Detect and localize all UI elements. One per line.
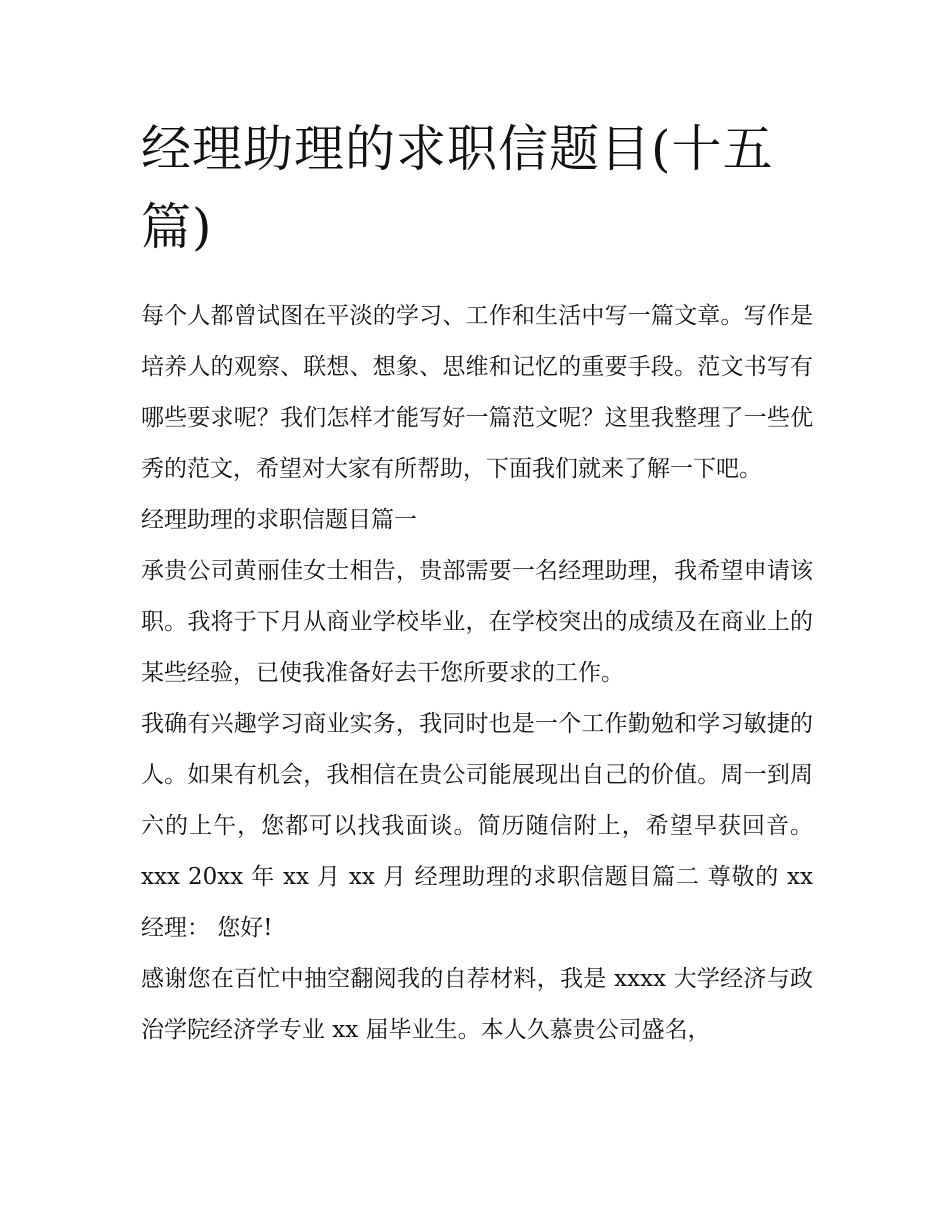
- body-paragraph: 我确有兴趣学习商业实务，我同时也是一个工作勤勉和学习敏捷的人。如果有机会，我相信在贵公司能展现出自己的价值。周一到周六的上午，您都可以找我面谈。简历随信附上，希望早获回音。 xxx 20xx 年 xx 月 xx 月 经理助理的求职信题目篇二 尊敬的 xx 经理： 您好!: [141, 711, 813, 941]
- document-page: [141, 110, 813, 1056]
- intro-paragraph: 每个人都曾试图在平淡的学习、工作和生活中写一篇文章。写作是培养人的观察、联想、想象、思维和记忆的重要手段。范文书写有哪些要求呢？我们怎样才能写好一篇范文呢？这里我整理了一些优秀的范文，希望对大家有所帮助，下面我们就来了解一下吧。: [141, 303, 813, 482]
- body-paragraph: 承贵公司黄丽佳女士相告，贵部需要一名经理助理，我希望申请该职。我将于下月从商业学校毕业，在学校突出的成绩及在商业上的某些经验，已使我准备好去干您所要求的工作。: [141, 558, 813, 686]
- section-heading: 经理助理的求职信题目篇一: [141, 507, 417, 533]
- document-title: 经理助理的求职信题目(十五篇): [141, 120, 774, 256]
- body-paragraph: 感谢您在百忙中抽空翻阅我的自荐材料，我是 xxxx 大学经济与政治学院经济学专业 xx 届毕业生。本人久慕贵公司盛名，: [141, 966, 813, 1043]
